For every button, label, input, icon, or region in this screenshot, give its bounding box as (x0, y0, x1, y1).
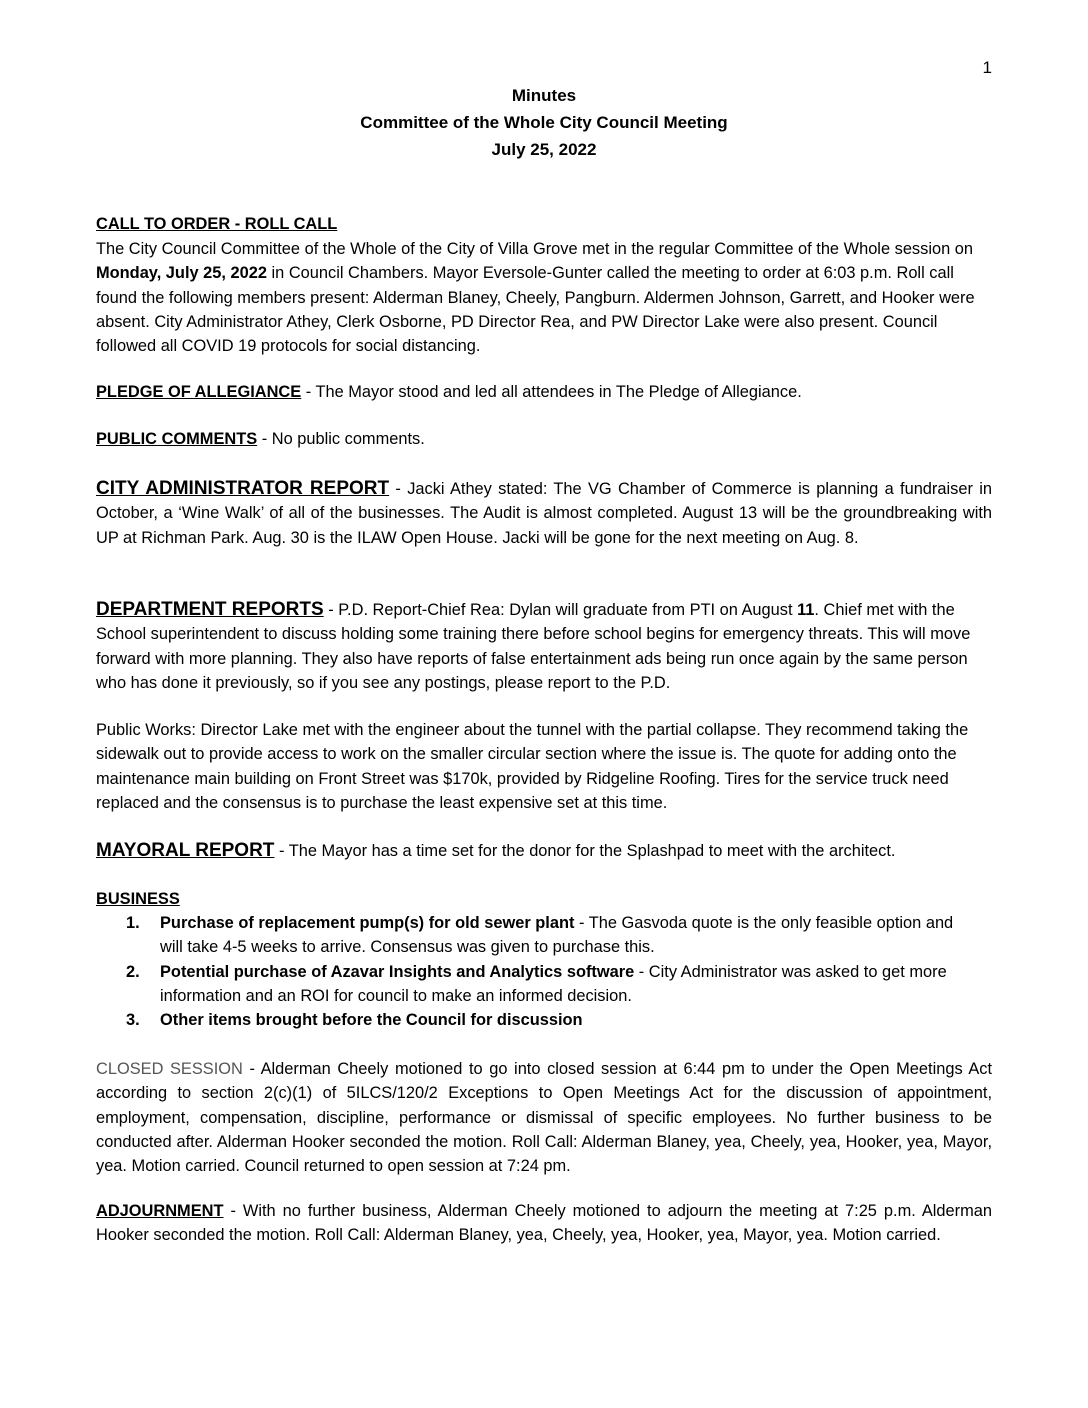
adjournment-section (96, 1199, 992, 1248)
business-item-text: - City Administrator was asked to get more information and an ROI for council to make an informed decision. (160, 962, 947, 1005)
doc-subtitle: Committee of the Whole City Council Meeting (360, 113, 728, 132)
pledge-section (96, 380, 992, 404)
call-to-order-label: CALL TO ORDER - ROLL CALL (96, 215, 338, 233)
business-item-text: - The Gasvoda quote is the only feasible option and will take 4-5 weeks to arrive. Consensus was given to purchase this. (160, 914, 954, 957)
adjournment-text: - With no further business, Alderman Cheely motioned to adjourn the meeting at 7:25 p.m. Alderman Hooker seconded the motion. Roll Call: Alderman Blaney, yea, Cheely, yea, Hooker, yea, Mayor, yea. Motion carried. (96, 1202, 992, 1245)
meeting-date-bold: Monday, July 25, 2022 (96, 264, 267, 283)
business-item (126, 911, 956, 960)
closed-session-label: CLOSED SESSION (96, 1060, 243, 1078)
closed-session-text: - Alderman Cheely motioned to go into closed session at 6:44 pm to under the Open Meetings Act according to section 2(c)(1) of 5ILCS/120/2 Exceptions to Open Meetings Act for the discussion of appointment, employment, compensation, discipline, performance or dismissal of specific employees. No further business to be conducted after. Alderman Hooker seconded the motion. Roll Call: Alderman Blaney, yea, Cheely, yea, Hooker, yea, Mayor, yea. Motion carried. Council returned to open session at 7:24 pm. (96, 1060, 993, 1176)
adjournment-label: ADJOURNMENT (96, 1202, 224, 1220)
call-to-order-section (96, 237, 992, 358)
city-admin-section (96, 477, 992, 550)
page-number: 1 (982, 58, 992, 77)
business-label: BUSINESS (96, 890, 180, 908)
department-reports-section (96, 598, 992, 695)
city-admin-label: CITY ADMINISTRATOR REPORT (96, 478, 390, 499)
department-reports-text-a: - P.D. Report-Chief Rea: Dylan will graduate from PTI on August (323, 601, 798, 619)
mayoral-report-text: - The Mayor has a time set for the donor for the Splashpad to meet with the architect. (274, 842, 896, 860)
business-item-title: Other items brought before the Council for discussion (160, 1011, 583, 1030)
business-heading (96, 887, 992, 911)
department-reports-label: DEPARTMENT REPORTS (96, 599, 324, 620)
mayoral-report-section (96, 839, 992, 863)
public-comments-label: PUBLIC COMMENTS (96, 430, 258, 448)
public-comments-text: - No public comments. (257, 430, 425, 448)
business-list (126, 911, 956, 1032)
public-comments-section (96, 427, 992, 451)
graduation-day-bold: 11 (797, 601, 815, 619)
call-to-order-text-b: in Council Chambers. Mayor Eversole-Gunter called the meeting to order at 6:03 p.m. Roll call found the following members present: Alderman Blaney, Cheely, Pangburn. Aldermen Johnson, Garrett, and Hooker were absent. City Administrator Athey, Clerk Osborne, PD Director Rea, and PW Director Lake were also present. Council followed all COVID 19 protocols for social distancing. (96, 264, 975, 356)
mayoral-report-label: MAYORAL REPORT (96, 840, 275, 861)
business-item (126, 1008, 956, 1032)
pledge-text: - The Mayor stood and led all attendees in The Pledge of Allegiance. (301, 383, 802, 401)
doc-title: Minutes (511, 86, 577, 105)
business-item-number: 3. (126, 1011, 140, 1030)
pledge-label: PLEDGE OF ALLEGIANCE (96, 383, 302, 401)
business-item-title: Purchase of replacement pump(s) for old sewer plant (160, 914, 575, 932)
call-to-order-text-a: The City Council Committee of the Whole of the City of Villa Grove met in the regular Committee of the Whole session on (96, 240, 973, 258)
city-admin-text: - Jacki Athey stated: The VG Chamber of Commerce is planning a fundraiser in October, a ‘Wine Walk’ of all of the businesses. The Audit is almost completed. August 13 will be the groundbreaking with UP at Richman Park. Aug. 30 is the ILAW Open House. Jacki will be gone for the next meeting on Aug. 8. (96, 480, 992, 547)
doc-date: July 25, 2022 (491, 140, 597, 159)
business-item-number: 2. (126, 962, 140, 981)
business-item (126, 960, 956, 1009)
public-works-paragraph: Public Works: Director Lake met with the engineer about the tunnel with the partial collapse. They recommend taking the sidewalk out to provide access to work on the smaller circular section where the issue is. The quote for adding onto the maintenance main building on Front Street was $170k, provided by Ridgeline Roofing. Tires for the service truck need replaced and the consensus is to purchase the least expensive set at this time. (96, 721, 969, 812)
business-item-number: 1. (126, 914, 140, 932)
business-item-title: Potential purchase of Azavar Insights and Analytics software (160, 962, 635, 981)
closed-session-section (96, 1057, 992, 1178)
department-reports-text-b: . Chief met with the School superintendent to discuss holding some training there before school begins for emergency threats. This will move forward with more planning. They also have reports of false entertainment ads being run once again by the same person who has done it previously, so if you see any postings, please report to the P.D. (96, 601, 971, 692)
call-to-order-heading (96, 212, 992, 236)
